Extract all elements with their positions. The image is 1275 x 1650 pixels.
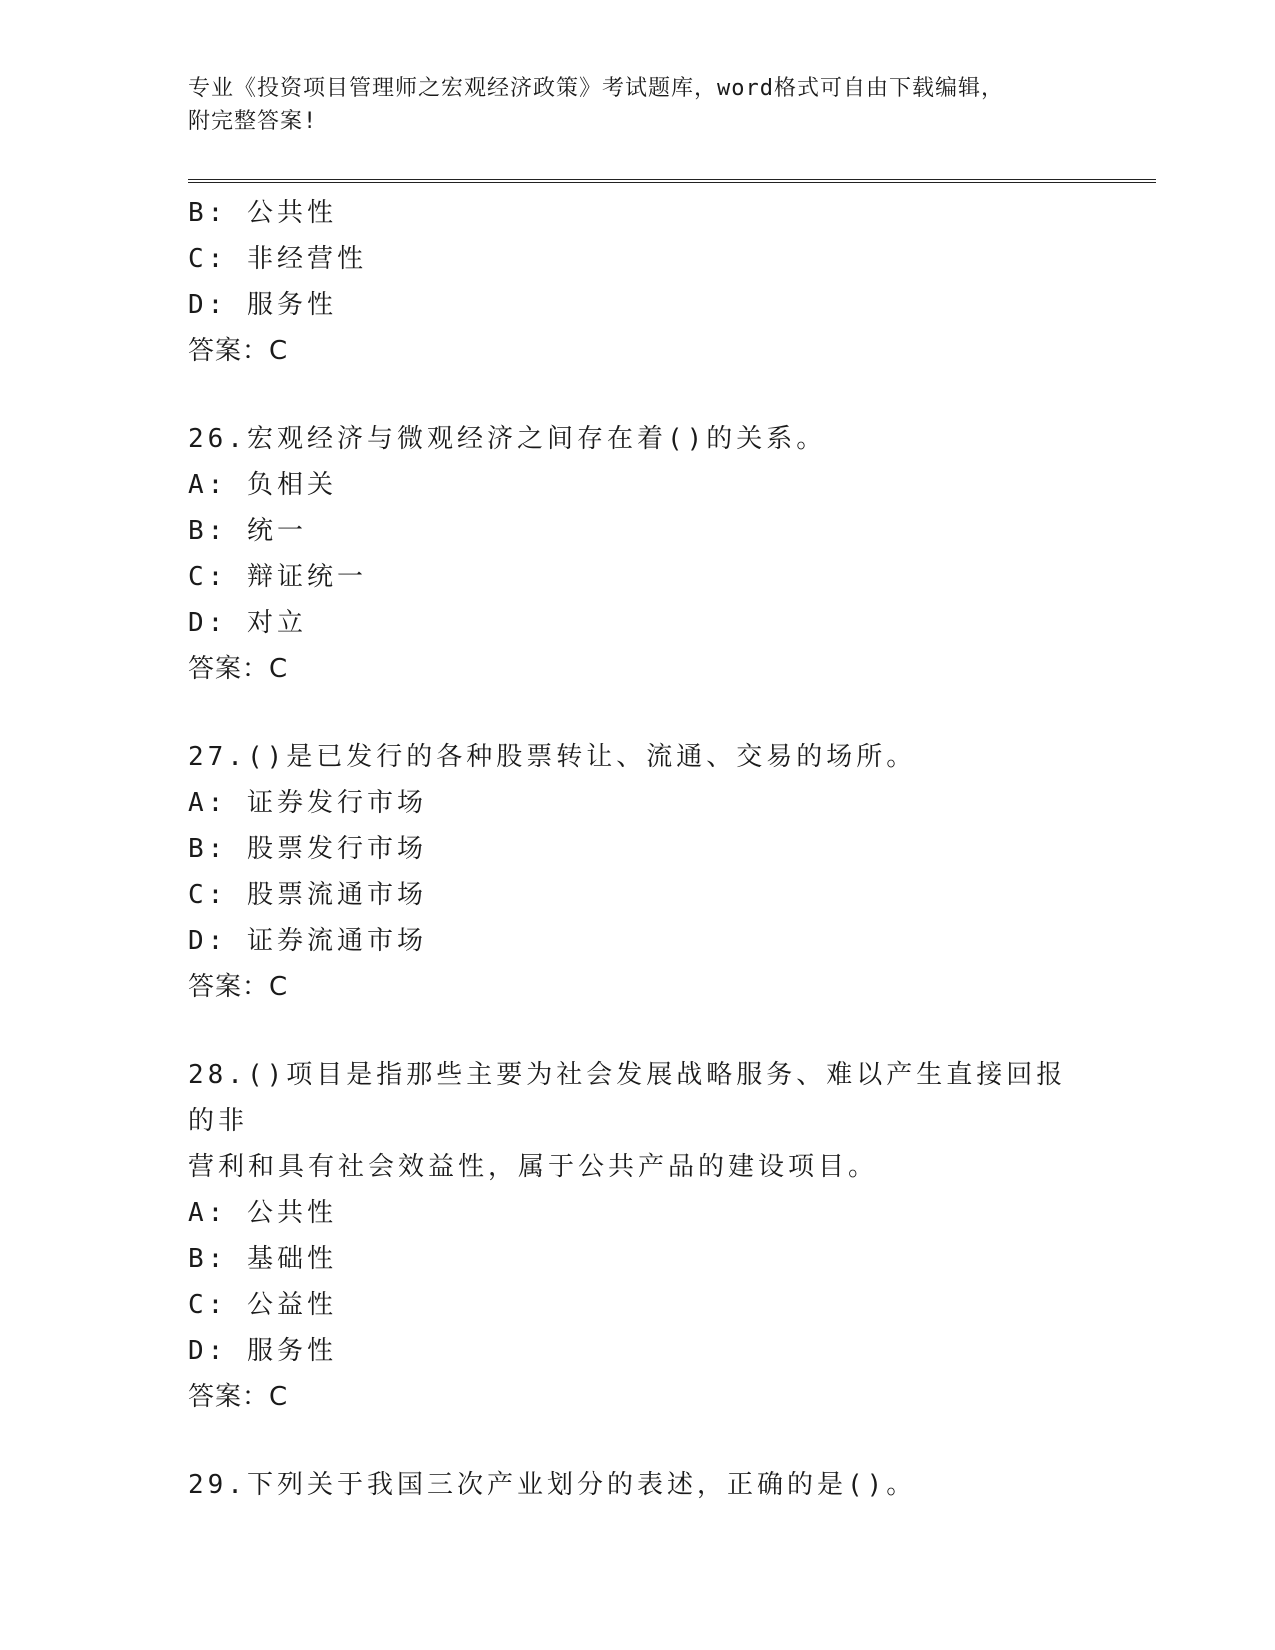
question-29 <box>188 1462 1088 1508</box>
option-a: A: 负相关 <box>188 470 337 500</box>
option-b: B: 统一 <box>188 516 307 546</box>
option-d: D: 服务性 <box>188 1336 337 1366</box>
option-c: C: 股票流通市场 <box>188 880 427 910</box>
option-c: C: 辩证统一 <box>188 562 367 592</box>
answer: 答案：C <box>188 336 289 366</box>
option-b: B: 公共性 <box>188 198 337 228</box>
page-header <box>188 72 1088 138</box>
option-b: B: 股票发行市场 <box>188 834 427 864</box>
answer: 答案：C <box>188 654 289 684</box>
question-stem: 27.()是已发行的各种股票转让、流通、交易的场所。 <box>188 742 917 772</box>
question-27 <box>188 734 1088 1010</box>
option-a: A: 公共性 <box>188 1198 337 1228</box>
question-stem-line-2: 营利和具有社会效益性，属于公共产品的建设项目。 <box>188 1152 879 1182</box>
continued-question <box>188 190 1088 374</box>
question-stem: 26.宏观经济与微观经济之间存在着()的关系。 <box>188 424 827 454</box>
answer: 答案：C <box>188 972 289 1002</box>
question-stem-line-1: 28.()项目是指那些主要为社会发展战略服务、难以产生直接回报的非 <box>188 1060 1067 1136</box>
question-stem: 29.下列关于我国三次产业划分的表述，正确的是()。 <box>188 1470 917 1500</box>
option-b: B: 基础性 <box>188 1244 337 1274</box>
answer: 答案：C <box>188 1382 289 1412</box>
option-d: D: 服务性 <box>188 290 337 320</box>
option-d: D: 证券流通市场 <box>188 926 427 956</box>
option-c: C: 非经营性 <box>188 244 367 274</box>
question-content <box>188 190 1088 1508</box>
question-28 <box>188 1052 1088 1420</box>
header-line-1: 专业《投资项目管理师之宏观经济政策》考试题库，word格式可自由下载编辑， <box>188 76 1004 101</box>
option-d: D: 对立 <box>188 608 307 638</box>
option-c: C: 公益性 <box>188 1290 337 1320</box>
header-line-2: 附完整答案! <box>188 109 318 134</box>
header-divider <box>188 179 1156 183</box>
question-26 <box>188 416 1088 692</box>
option-a: A: 证券发行市场 <box>188 788 427 818</box>
